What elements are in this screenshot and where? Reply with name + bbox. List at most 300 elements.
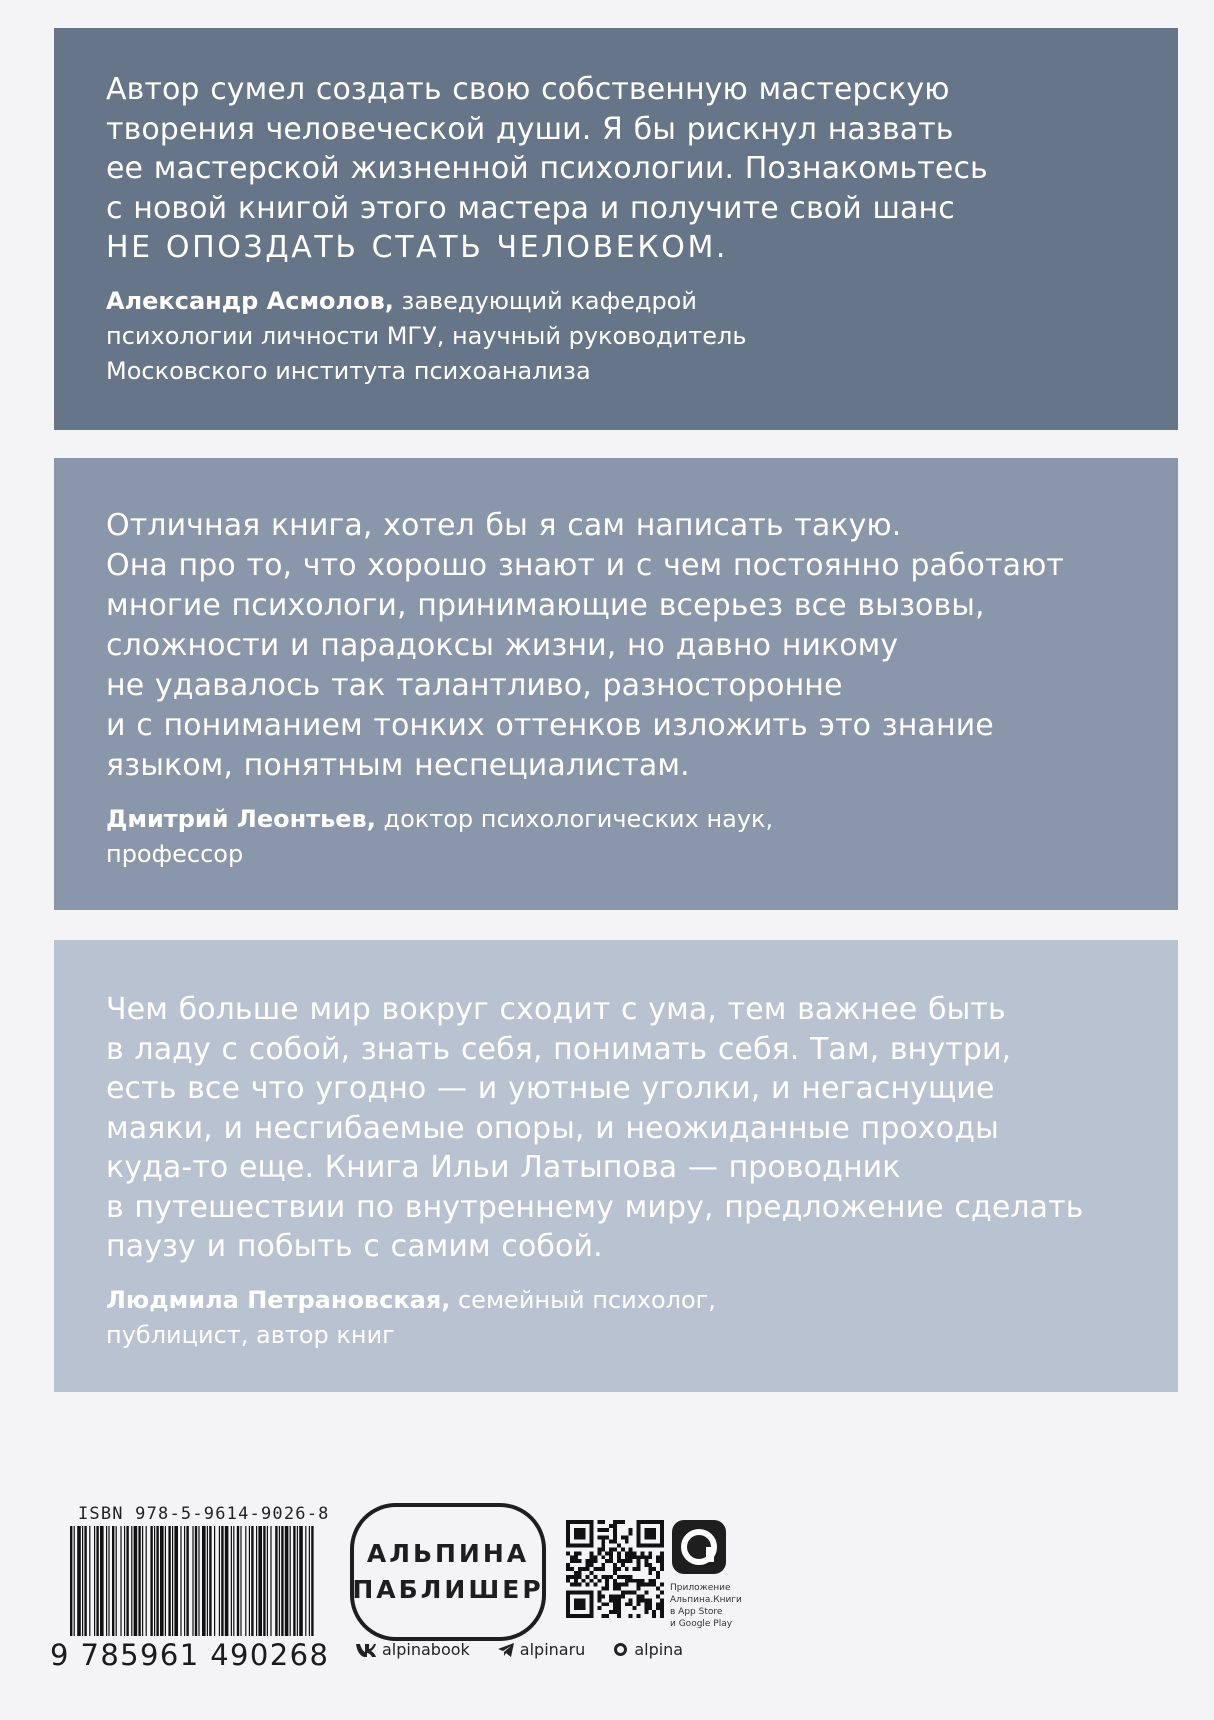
qr-module [605, 1614, 609, 1618]
qr-module [586, 1544, 590, 1548]
qr-module [613, 1606, 617, 1610]
review-attribution [106, 284, 1128, 389]
qr-module [617, 1594, 621, 1598]
qr-module [637, 1594, 641, 1598]
qr-module [648, 1567, 652, 1571]
app-store-line: и Google Play [670, 1619, 733, 1629]
qr-module [601, 1547, 605, 1551]
qr-module [590, 1602, 594, 1606]
publisher-logo-line: АЛЬПИНА [366, 1539, 530, 1568]
qr-module [629, 1532, 633, 1536]
qr-module [582, 1567, 586, 1571]
qr-module [652, 1567, 656, 1571]
qr-module [590, 1606, 594, 1610]
qr-module [629, 1614, 633, 1618]
qr-module [601, 1520, 605, 1524]
qr-module [578, 1520, 582, 1524]
qr-module [613, 1594, 617, 1598]
qr-module [621, 1594, 625, 1598]
review-quote [106, 990, 1128, 1267]
quote-line: Отличная книга, хотел бы я сам написать такую. [106, 508, 902, 543]
qr-module [644, 1602, 648, 1606]
barcode-bar [124, 1526, 125, 1636]
barcode-bar [237, 1526, 239, 1636]
qr-module [593, 1575, 597, 1579]
qr-module [656, 1520, 660, 1524]
qr-module [582, 1614, 586, 1618]
qr-module [648, 1551, 652, 1555]
review-attribution [106, 802, 1128, 872]
qr-module [609, 1594, 613, 1598]
social-label: alpina [634, 1640, 684, 1659]
qr-module [644, 1606, 648, 1610]
qr-module [597, 1598, 601, 1602]
qr-module [566, 1528, 570, 1532]
qr-module [574, 1532, 578, 1536]
barcode-bar [154, 1526, 155, 1636]
qr-module [578, 1606, 582, 1610]
qr-module [590, 1614, 594, 1618]
qr-module [637, 1563, 641, 1567]
qr-module [637, 1540, 641, 1544]
qr-module [578, 1598, 582, 1602]
barcode-bar [207, 1526, 208, 1636]
qr-module [586, 1559, 590, 1563]
review-panel-3 [54, 940, 1178, 1392]
qr-module [660, 1610, 664, 1614]
qr-module [578, 1551, 582, 1555]
qr-module [578, 1559, 582, 1563]
barcode-bar [165, 1526, 166, 1636]
telegram-icon [498, 1643, 514, 1657]
qr-module [605, 1551, 609, 1555]
barcode-bar [108, 1526, 109, 1636]
qr-module [660, 1536, 664, 1540]
qr-module [613, 1598, 617, 1602]
qr-module [648, 1602, 652, 1606]
qr-module [613, 1532, 617, 1536]
barcode-bar [172, 1526, 173, 1636]
qr-module [578, 1544, 582, 1548]
qr-module [660, 1602, 664, 1606]
qr-module [578, 1536, 582, 1540]
qr-module [652, 1544, 656, 1548]
qr-module [574, 1591, 578, 1595]
qr-module [570, 1544, 574, 1548]
author-name: Александр Асмолов, [106, 286, 394, 315]
qr-module [644, 1536, 648, 1540]
barcode-bar [116, 1526, 117, 1636]
qr-module [566, 1575, 570, 1579]
quote-line: маяки, и несгибаемые опоры, и неожиданные проходы [106, 1110, 999, 1146]
author-role: семейный психолог, [450, 1285, 716, 1314]
quote-line: сложности и парадоксы жизни, но давно никому [106, 628, 899, 663]
qr-module [613, 1602, 617, 1606]
barcode-bar [192, 1526, 193, 1636]
qr-module [629, 1575, 633, 1579]
qr-module [621, 1536, 625, 1540]
review-panel-2 [54, 458, 1178, 910]
app-store-line: Приложение [670, 1583, 731, 1593]
barcode-bar [279, 1526, 280, 1636]
qr-module [652, 1614, 656, 1618]
qr-module [566, 1551, 570, 1555]
barcode-bar [221, 1526, 223, 1636]
barcode-bar [112, 1526, 114, 1636]
qr-module [644, 1559, 648, 1563]
qr-module [613, 1547, 617, 1551]
qr-module [601, 1563, 605, 1567]
qr-module [570, 1583, 574, 1587]
qr-module [660, 1528, 664, 1532]
qr-module [644, 1598, 648, 1602]
qr-module [648, 1520, 652, 1524]
qr-module [648, 1528, 652, 1532]
qr-module [578, 1583, 582, 1587]
qr-module [593, 1583, 597, 1587]
qr-module [578, 1571, 582, 1575]
quote-line: есть все что угодно — и уютные уголки, и негаснущие [106, 1071, 995, 1106]
qr-module [605, 1528, 609, 1532]
qr-module [617, 1606, 621, 1610]
qr-module [633, 1606, 637, 1610]
qr-module [566, 1540, 570, 1544]
qr-module [574, 1598, 578, 1602]
qr-module [648, 1598, 652, 1602]
qr-module [574, 1555, 578, 1559]
qr-module [597, 1551, 601, 1555]
qr-module [656, 1602, 660, 1606]
barcode-bar [180, 1526, 181, 1636]
barcode-bar [209, 1526, 211, 1636]
quote-line: куда-то еще. Книга Ильи Латыпова — проводник [106, 1150, 901, 1185]
qr-module [660, 1520, 664, 1524]
review-panel-1 [54, 28, 1178, 430]
qr-module [570, 1555, 574, 1559]
barcode-bar [138, 1526, 140, 1636]
qr-module [625, 1536, 629, 1540]
qr-module [613, 1567, 617, 1571]
barcode-bar [219, 1526, 220, 1636]
qr-module [590, 1559, 594, 1563]
barcode-bar [74, 1526, 75, 1636]
qr-module [601, 1587, 605, 1591]
qr-module [570, 1567, 574, 1571]
review-attribution [106, 1283, 1128, 1353]
qr-module [609, 1555, 613, 1559]
review-quote [106, 70, 1128, 268]
quote-line: ее мастерской жизненной психологии. Познакомьтесь [106, 151, 988, 186]
qr-module [640, 1520, 644, 1524]
author-role: психологии личности МГУ, научный руководитель [106, 321, 747, 350]
barcode-bar [275, 1526, 277, 1636]
qr-module [574, 1602, 578, 1606]
qr-module [621, 1559, 625, 1563]
qr-module [621, 1583, 625, 1587]
qr-module [613, 1583, 617, 1587]
qr-module [617, 1520, 621, 1524]
qr-module [601, 1614, 605, 1618]
qr-module [633, 1579, 637, 1583]
qr-module [605, 1536, 609, 1540]
qr-module [613, 1587, 617, 1591]
qr-module [660, 1598, 664, 1602]
qr-module [648, 1555, 652, 1559]
barcode-bar [70, 1526, 72, 1636]
qr-module [597, 1536, 601, 1540]
qr-module [574, 1536, 578, 1540]
qr-module [629, 1602, 633, 1606]
barcode-bar [202, 1526, 206, 1636]
qr-module [613, 1524, 617, 1528]
barcode-bar [249, 1526, 250, 1636]
qr-module [656, 1587, 660, 1591]
qr-module [605, 1583, 609, 1587]
qr-module [574, 1583, 578, 1587]
qr-module [582, 1532, 586, 1536]
social-label: alpinabook [382, 1640, 470, 1659]
qr-module [625, 1579, 629, 1583]
qr-module [637, 1579, 641, 1583]
qr-module [637, 1614, 641, 1618]
barcode-bar [214, 1526, 215, 1636]
qr-module [625, 1583, 629, 1587]
qr-module [609, 1610, 613, 1614]
author-name: Людмила Петрановская, [106, 1285, 451, 1314]
qr-module [582, 1602, 586, 1606]
qr-module [625, 1575, 629, 1579]
barcode-bar [89, 1526, 90, 1636]
qr-module [660, 1532, 664, 1536]
vk-icon [356, 1643, 376, 1657]
qr-module [648, 1532, 652, 1536]
qr-module [660, 1555, 664, 1559]
qr-module [609, 1598, 613, 1602]
qr-module [648, 1563, 652, 1567]
qr-module [625, 1559, 629, 1563]
qr-module [629, 1551, 633, 1555]
author-role: заведующий кафедрой [393, 286, 697, 315]
barcode-bar [77, 1526, 81, 1636]
qr-module [586, 1583, 590, 1587]
qr-module [660, 1559, 664, 1563]
qr-module [597, 1591, 601, 1595]
qr-module [605, 1602, 609, 1606]
qr-module [590, 1598, 594, 1602]
qr-module [652, 1520, 656, 1524]
barcode-bar [299, 1526, 303, 1636]
qr-module [605, 1559, 609, 1563]
qr-module [590, 1555, 594, 1559]
qr-module [570, 1520, 574, 1524]
qr-module [601, 1575, 605, 1579]
qr-module [609, 1551, 613, 1555]
qr-module [625, 1540, 629, 1544]
qr-module [656, 1571, 660, 1575]
qr-module [597, 1520, 601, 1524]
qr-module [566, 1614, 570, 1618]
qr-module [656, 1559, 660, 1563]
qr-module [566, 1544, 570, 1548]
qr-module [582, 1591, 586, 1595]
qr-module [574, 1520, 578, 1524]
qr-module [574, 1614, 578, 1618]
qr-module [648, 1544, 652, 1548]
barcode-bar [285, 1526, 289, 1636]
barcode-bar [258, 1526, 262, 1636]
qr-module [613, 1528, 617, 1532]
qr-module [566, 1594, 570, 1598]
qr-module [574, 1544, 578, 1548]
qr-module [617, 1567, 621, 1571]
qr-module [625, 1602, 629, 1606]
qr-module [621, 1520, 625, 1524]
barcode-bar [146, 1526, 147, 1636]
barcode-bar [245, 1526, 246, 1636]
qr-module [601, 1594, 605, 1598]
qr-module [629, 1547, 633, 1551]
app-store-note [670, 1582, 742, 1630]
qr-module [590, 1524, 594, 1528]
author-role: профессор [106, 840, 244, 868]
qr-module [590, 1520, 594, 1524]
qr-module [574, 1551, 578, 1555]
qr-module [617, 1559, 621, 1563]
barcode-bar [156, 1526, 158, 1636]
social-links [356, 1640, 683, 1659]
qr-module [629, 1559, 633, 1563]
barcode-bar [168, 1526, 170, 1636]
qr-module [617, 1602, 621, 1606]
qr-module [613, 1610, 617, 1614]
qr-module [566, 1602, 570, 1606]
qr-module [648, 1536, 652, 1540]
author-role: публицист, автор книг [106, 1320, 395, 1349]
qr-module [590, 1536, 594, 1540]
qr-module [637, 1559, 641, 1563]
qr-module [660, 1563, 664, 1567]
quote-line: Она про то, что хорошо знают и с чем постоянно работают [106, 548, 1064, 583]
barcode-bar [309, 1526, 310, 1636]
qr-module [605, 1587, 609, 1591]
qr-module [617, 1614, 621, 1618]
qr-module [637, 1528, 641, 1532]
barcode-bar [251, 1526, 253, 1636]
barcode-bar [198, 1526, 199, 1636]
qr-module [629, 1598, 633, 1602]
qr-module [590, 1594, 594, 1598]
barcode-bar [150, 1526, 152, 1636]
qr-module [621, 1591, 625, 1595]
qr-module [660, 1567, 664, 1571]
qr-module [625, 1591, 629, 1595]
barcode-bar [94, 1526, 95, 1636]
qr-module [590, 1528, 594, 1532]
qr-module [617, 1551, 621, 1555]
barcode-bar [160, 1526, 164, 1636]
qr-module [593, 1555, 597, 1559]
qr-module [660, 1583, 664, 1587]
qr-module [582, 1536, 586, 1540]
qr-module [582, 1598, 586, 1602]
qr-module [648, 1606, 652, 1610]
qr-module [613, 1536, 617, 1540]
qr-module [590, 1563, 594, 1567]
app-store-line: Альпина.Книги [670, 1595, 742, 1605]
qr-module [574, 1575, 578, 1579]
qr-module [597, 1528, 601, 1532]
qr-module [629, 1555, 633, 1559]
qr-module [640, 1598, 644, 1602]
quote-line: Автор сумел создать свою собственную мастерскую [106, 72, 950, 107]
qr-module [637, 1520, 641, 1524]
qr-module [660, 1591, 664, 1595]
social-alpina [613, 1640, 683, 1659]
qr-module [605, 1575, 609, 1579]
quote-line: паузу и побыть с самим собой. [106, 1229, 603, 1264]
quote-line: в ладу с собой, знать себя, понимать себя. Там, внутри, [106, 1031, 1012, 1067]
qr-module [644, 1544, 648, 1548]
qr-module [613, 1540, 617, 1544]
barcode-bar [106, 1526, 107, 1636]
qr-module [640, 1544, 644, 1548]
qr-module [656, 1544, 660, 1548]
qr-module [566, 1567, 570, 1571]
barcode-bar [100, 1526, 104, 1636]
barcode-bar [240, 1526, 241, 1636]
qr-module [566, 1520, 570, 1524]
qr-module [629, 1579, 633, 1583]
qr-module [648, 1571, 652, 1575]
qr-module [613, 1520, 617, 1524]
qr-module [617, 1610, 621, 1614]
barcode-bar [184, 1526, 185, 1636]
quote-line: и с пониманием тонких оттенков изложить это знание [106, 708, 994, 743]
qr-module [590, 1571, 594, 1575]
qr-module [617, 1544, 621, 1548]
qr-module [629, 1528, 633, 1532]
barcode-bar [186, 1526, 188, 1636]
quote-caps-line: НЕ ОПОЗДАТЬ СТАТЬ ЧЕЛОВЕКОМ. [106, 230, 729, 265]
qr-module [637, 1555, 641, 1559]
qr-module [648, 1583, 652, 1587]
qr-module [586, 1575, 590, 1579]
qr-module [621, 1547, 625, 1551]
quote-line: многие психологи, принимающие всерьез все вызовы, [106, 588, 985, 623]
barcode-bar [267, 1526, 268, 1636]
qr-module [570, 1575, 574, 1579]
qr-module [640, 1583, 644, 1587]
qr-module [566, 1598, 570, 1602]
barcode-bar [142, 1526, 143, 1636]
qr-module [633, 1555, 637, 1559]
qr-module [617, 1575, 621, 1579]
qr-module [609, 1547, 613, 1551]
qr-module [633, 1551, 637, 1555]
barcode-bar [174, 1526, 178, 1636]
barcode-bar [96, 1526, 98, 1636]
qr-module [601, 1544, 605, 1548]
qr-module [644, 1610, 648, 1614]
isbn-text: ISBN 978-5-9614-9026-8 [78, 1504, 330, 1524]
qr-module [605, 1579, 609, 1583]
qr-module [652, 1579, 656, 1583]
qr-module [590, 1540, 594, 1544]
qr-module [652, 1610, 656, 1614]
author-role: Московского института психоанализа [106, 356, 591, 385]
qr-module [637, 1544, 641, 1548]
review-quote [106, 506, 1128, 786]
